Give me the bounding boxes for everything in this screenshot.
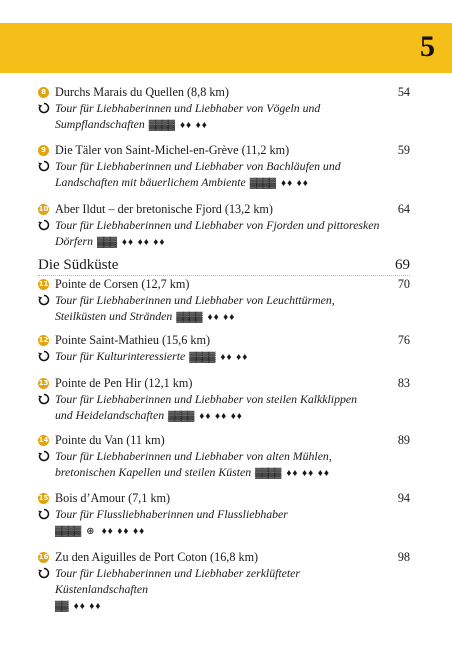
people-icon: ▓▓▓▓ [249, 178, 275, 189]
tour-number-badge: 16 [38, 553, 49, 561]
toc-entry[interactable] [0, 142, 452, 189]
loop-arrow-icon [38, 102, 50, 114]
people-icon: ▓▓▓ [97, 237, 116, 248]
dog-icon: ♦♦ ♦♦ ♦♦ [121, 237, 166, 248]
page-number: 59 [397, 143, 410, 157]
page-number: 83 [397, 376, 410, 390]
loop-arrow-icon [38, 350, 50, 362]
entry-description: Tour für Liebhaberinnen und Liebhaber von alten Mühlen, bretonischen Kapellen und steilen Küsten ▓▓▓▓ ♦♦ ♦♦ ♦♦ [55, 449, 332, 479]
entry-title[interactable]: Pointe du Van (11 km) [55, 433, 165, 447]
people-icon: ▓▓▓▓ [148, 120, 174, 131]
people-icon: ▓▓▓▓ [55, 526, 81, 537]
toc-entry[interactable] [0, 332, 452, 363]
section-title: Die Südküste [38, 257, 119, 273]
tour-number-badge: 8 [38, 87, 49, 98]
people-icon: ▓▓▓▓ [168, 411, 194, 422]
loop-arrow-icon [38, 294, 50, 306]
people-icon: ▓▓▓▓ [189, 352, 215, 363]
toc-entry[interactable] [0, 375, 452, 422]
dog-icon: ♦♦ ♦♦ ♦♦ [199, 411, 243, 422]
header-band [0, 23, 452, 73]
toc-entry[interactable] [0, 549, 452, 612]
loop-arrow-icon [38, 219, 50, 231]
loop-arrow-icon [38, 160, 50, 172]
tour-number-badge: 15 [38, 494, 49, 502]
section-header[interactable] [38, 255, 410, 276]
toc-entry[interactable] [0, 201, 452, 248]
entry-description: Tour für Liebhaberinnen und Liebhaber von Fjorden und pittoresken Dörfern ▓▓▓ ♦♦ ♦♦ ♦♦ [55, 218, 380, 248]
dog-icon: ♦♦ ♦♦ [280, 178, 309, 189]
entry-description: Tour für Kulturinteressierte ▓▓▓▓ ♦♦ ♦♦ [55, 349, 249, 363]
dog-icon: ♦♦ ♦♦ ♦♦ [101, 526, 146, 537]
page-number: 54 [397, 85, 410, 99]
entry-title[interactable]: Bois d’Amour (7,1 km) [55, 491, 171, 505]
entry-title[interactable]: Pointe de Pen Hir (12,1 km) [55, 376, 193, 390]
section-page-number: 69 [395, 257, 410, 273]
toc-entry[interactable] [0, 490, 452, 537]
toc-entry[interactable] [0, 84, 452, 131]
entry-title[interactable]: Durchs Marais du Quellen (8,8 km) [55, 85, 229, 99]
toc-entry[interactable] [0, 276, 452, 323]
entry-title[interactable]: Aber Ildut – der bretonische Fjord (13,2 km) [55, 202, 273, 216]
page-number: 70 [397, 277, 410, 291]
entry-description: Tour für Liebhaberinnen und Liebhaber von Vögeln und Sumpflandschaften ▓▓▓▓ ♦♦ ♦♦ [55, 101, 321, 131]
tour-number-badge: 9 [38, 145, 49, 156]
dog-icon: ♦♦ ♦♦ [179, 120, 208, 131]
loop-arrow-icon [38, 567, 50, 579]
page-number: 89 [397, 433, 410, 447]
entry-description: Tour für Flussliebhaberinnen und Flussliebhaber ▓▓▓▓ ⊛ ♦♦ ♦♦ ♦♦ [55, 507, 288, 537]
dog-icon: ♦♦ ♦♦ [73, 601, 102, 612]
dog-icon: ♦♦ ♦♦ ♦♦ [286, 468, 330, 479]
tour-number-badge: 13 [38, 379, 49, 387]
page-number: 64 [397, 202, 410, 216]
entry-title[interactable]: Pointe de Corsen (12,7 km) [55, 277, 190, 291]
page-number: 94 [397, 491, 410, 505]
tour-number-badge: 14 [38, 436, 49, 444]
chapter-number: 5 [420, 30, 435, 63]
loop-arrow-icon [38, 393, 50, 405]
entry-description: Tour für Liebhaberinnen und Liebhaber von steilen Kalkklippen und Heidelandschaften ▓▓▓▓ ♦♦ ♦♦ ♦♦ [55, 392, 358, 422]
page-number: 98 [397, 550, 410, 564]
entry-title[interactable]: Pointe Saint-Mathieu (15,6 km) [55, 333, 211, 347]
tour-number-badge: 11 [38, 280, 49, 288]
loop-arrow-icon [38, 508, 50, 520]
tour-number-badge: 10 [38, 205, 49, 213]
stroller-icon: ⊛ [86, 526, 96, 537]
dog-icon: ♦♦ ♦♦ [220, 352, 249, 363]
entry-description: Tour für Liebhaberinnen und Liebhaber von Bachläufen und Landschaften mit bäuerlichem Ambiente ▓▓▓▓ ♦♦ ♦♦ [55, 159, 341, 189]
toc-entry[interactable] [0, 432, 452, 479]
entry-description: Tour für Liebhaberinnen und Liebhaber von Leuchttürmen, Steilküsten und Stränden ▓▓▓▓ ♦♦ ♦♦ [55, 293, 335, 323]
people-icon: ▓▓▓▓ [176, 312, 202, 323]
entry-description: Tour für Liebhaberinnen und Liebhaber zerklüfteter Küstenlandschaften ▓▓ ♦♦ ♦♦ [55, 566, 300, 612]
people-icon: ▓▓ [55, 601, 68, 612]
dog-icon: ♦♦ ♦♦ [207, 312, 236, 323]
entry-title[interactable]: Zu den Aiguilles de Port Coton (16,8 km) [55, 550, 259, 564]
loop-arrow-icon [38, 450, 50, 462]
page-number: 76 [397, 333, 410, 347]
entry-title[interactable]: Die Täler von Saint-Michel-en-Grève (11,2 km) [55, 143, 290, 157]
people-icon: ▓▓▓▓ [255, 468, 281, 479]
tour-number-badge: 12 [38, 336, 49, 344]
